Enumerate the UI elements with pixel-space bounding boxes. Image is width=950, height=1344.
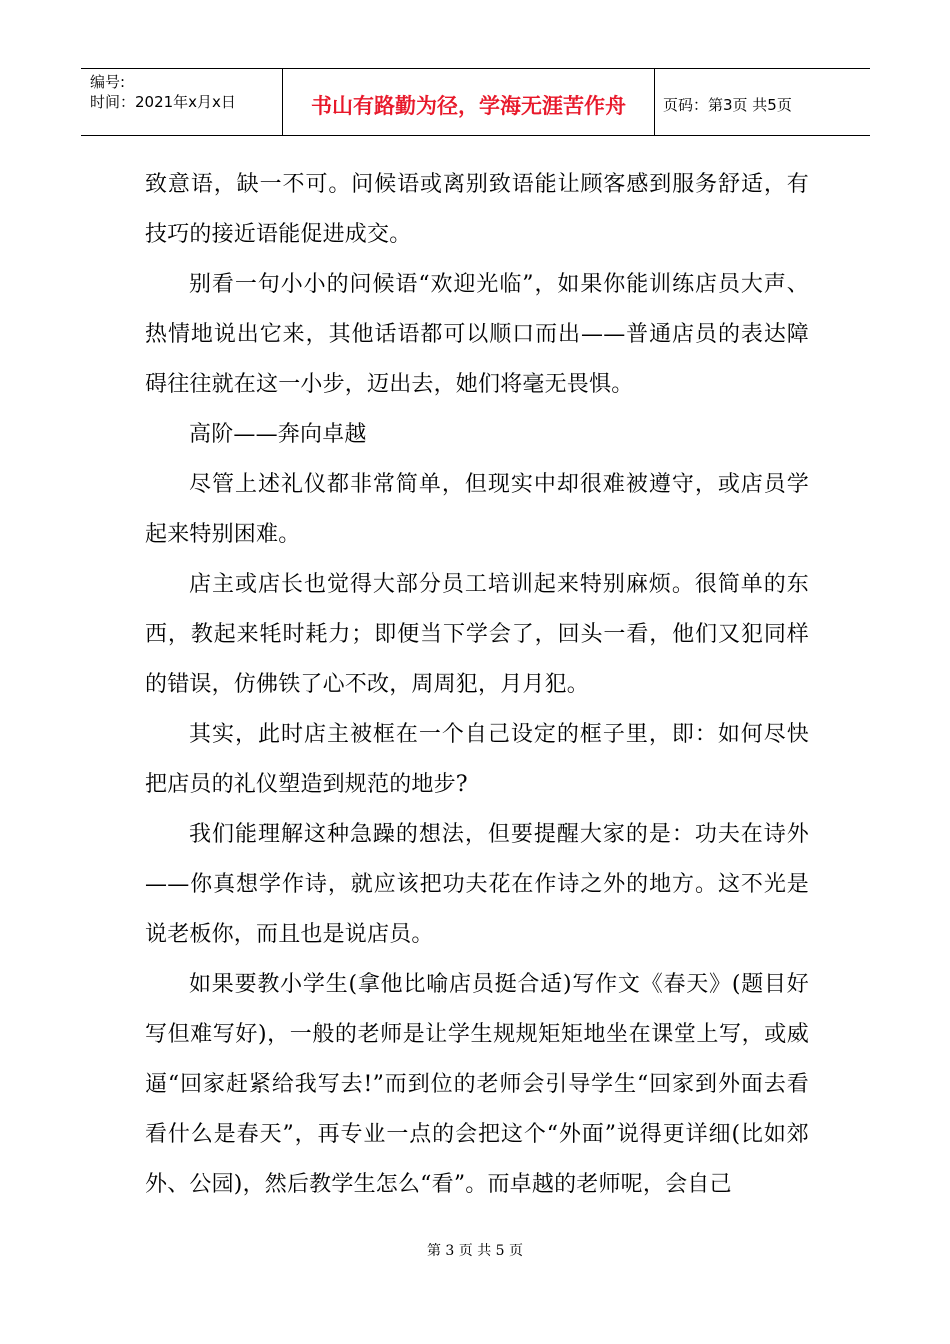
page-footer: 第 3 页 共 5 页: [426, 1243, 524, 1259]
document-body: [145, 160, 809, 1210]
section-heading: 高阶——奔向卓越: [189, 422, 367, 447]
serial-label: 编号:: [90, 73, 126, 91]
header-motto: 书山有路勤为径，学海无涯苦作舟: [283, 69, 655, 135]
paragraph-4: 店主或店长也觉得大部分员工培训起来特别麻烦。很简单的东西，教起来牦时耗力；即便当下学会了，回头一看，他们又犯同样的错误，仿佛铁了心不改，周周犯，月月犯。: [145, 572, 809, 697]
date-line: 时间：2021年x月x日: [90, 93, 236, 111]
paragraph-7: 如果要教小学生(拿他比喻店员挺合适)写作文《春天》(题目好写但难写好)，一般的老师是让学生规规矩矩地坐在课堂上写，或威逼“回家赶紧给我写去!”而到位的老师会引导学生“回家到外面去看看什么是春天”，再专业一点的会把这个“外面”说得更详细(比如郊外、公园)，然后教学生怎么“看”。而卓越的老师呢，会自己: [145, 972, 809, 1197]
paragraph-5: 其实，此时店主被框在一个自己设定的框子里，即：如何尽快把店员的礼仪塑造到规范的地步?: [145, 722, 809, 797]
paragraph-3: 尽管上述礼仪都非常简单，但现实中却很难被遵守，或店员学起来特别困难。: [145, 472, 809, 547]
header-page-info: 页码：第3页 共5页: [663, 95, 792, 114]
paragraph-1: 致意语，缺一不可。问候语或离别致语能让顾客感到服务舒适，有技巧的接近语能促进成交。: [145, 172, 809, 247]
paragraph-2: 别看一句小小的问候语“欢迎光临”，如果你能训练店员大声、热情地说出它来，其他话语都可以顺口而出——普通店员的表达障碍往往就在这一小步，迈出去，她们将毫无畏惧。: [145, 272, 809, 397]
header-meta-cell: [81, 69, 283, 135]
page-header: [81, 68, 870, 136]
paragraph-6: 我们能理解这种急躁的想法，但要提醒大家的是：功夫在诗外——你真想学作诗，就应该把功夫花在作诗之外的地方。这不光是说老板你，而且也是说店员。: [145, 822, 809, 947]
